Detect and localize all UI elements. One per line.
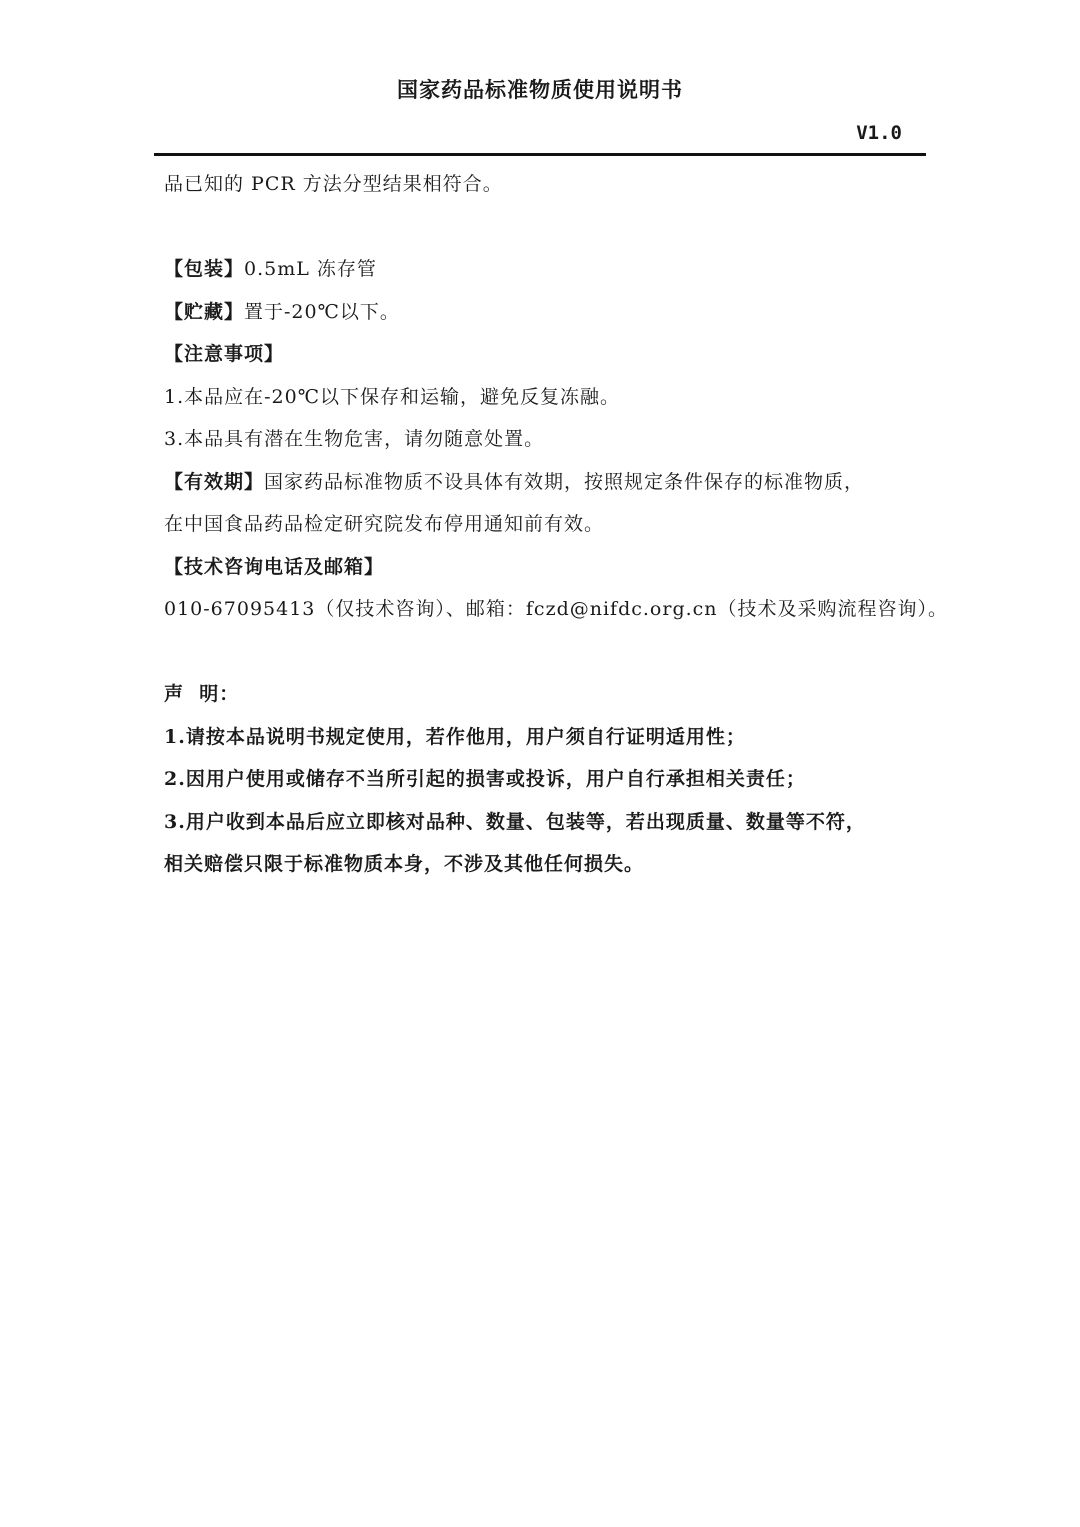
contact-text: 010-67095413（仅技术咨询）、邮箱：fczd@nifdc.org.cn（技术及采购流程咨询）。 <box>164 598 949 620</box>
declaration-item: 2.因用户使用或储存不当所引起的损害或投诉，用户自行承担相关责任； <box>164 768 806 790</box>
paragraph-gap <box>164 631 924 674</box>
validity-text-continued: 在中国食品药品检定研究院发布停用通知前有效。 <box>164 513 605 535</box>
paragraph-gap <box>164 206 924 249</box>
storage-text: 置于-20℃以下。 <box>244 300 400 323</box>
declaration-item: 相关赔偿只限于标准物质本身，不涉及其他任何损失。 <box>164 853 645 875</box>
intro-continuation: 品已知的 PCR 方法分型结果相符合。 <box>164 173 503 195</box>
validity-text: 国家药品标准物质不设具体有效期，按照规定条件保存的标准物质， <box>264 470 865 493</box>
document-title: 国家药品标准物质使用说明书 <box>397 77 683 102</box>
precautions-label: 【注意事项】 <box>164 343 285 365</box>
packaging-text: 0.5mL 冻存管 <box>244 258 377 280</box>
version-label: V1.0 <box>856 122 902 144</box>
packaging-section <box>164 248 924 291</box>
packaging-label: 【包装】 <box>164 258 245 280</box>
storage-section <box>164 291 924 334</box>
document-body <box>164 163 949 886</box>
validity-label: 【有效期】 <box>164 470 265 493</box>
storage-label: 【贮藏】 <box>164 300 245 323</box>
precaution-item: 3.本品具有潜在生物危害，请勿随意处置。 <box>164 428 545 450</box>
declaration-title: 声 明： <box>164 683 240 705</box>
declaration-section <box>164 673 924 886</box>
declaration-item: 3.用户收到本品后应立即核对品种、数量、包装等，若出现质量、数量等不符， <box>164 810 866 833</box>
declaration-item: 1.请按本品说明书规定使用，若作他用，用户须自行证明适用性； <box>164 725 746 748</box>
contact-label: 【技术咨询电话及邮箱】 <box>164 555 385 578</box>
precaution-item: 1.本品应在-20℃以下保存和运输，避免反复冻融。 <box>164 385 620 408</box>
validity-section <box>164 461 924 504</box>
header-divider <box>154 153 926 156</box>
